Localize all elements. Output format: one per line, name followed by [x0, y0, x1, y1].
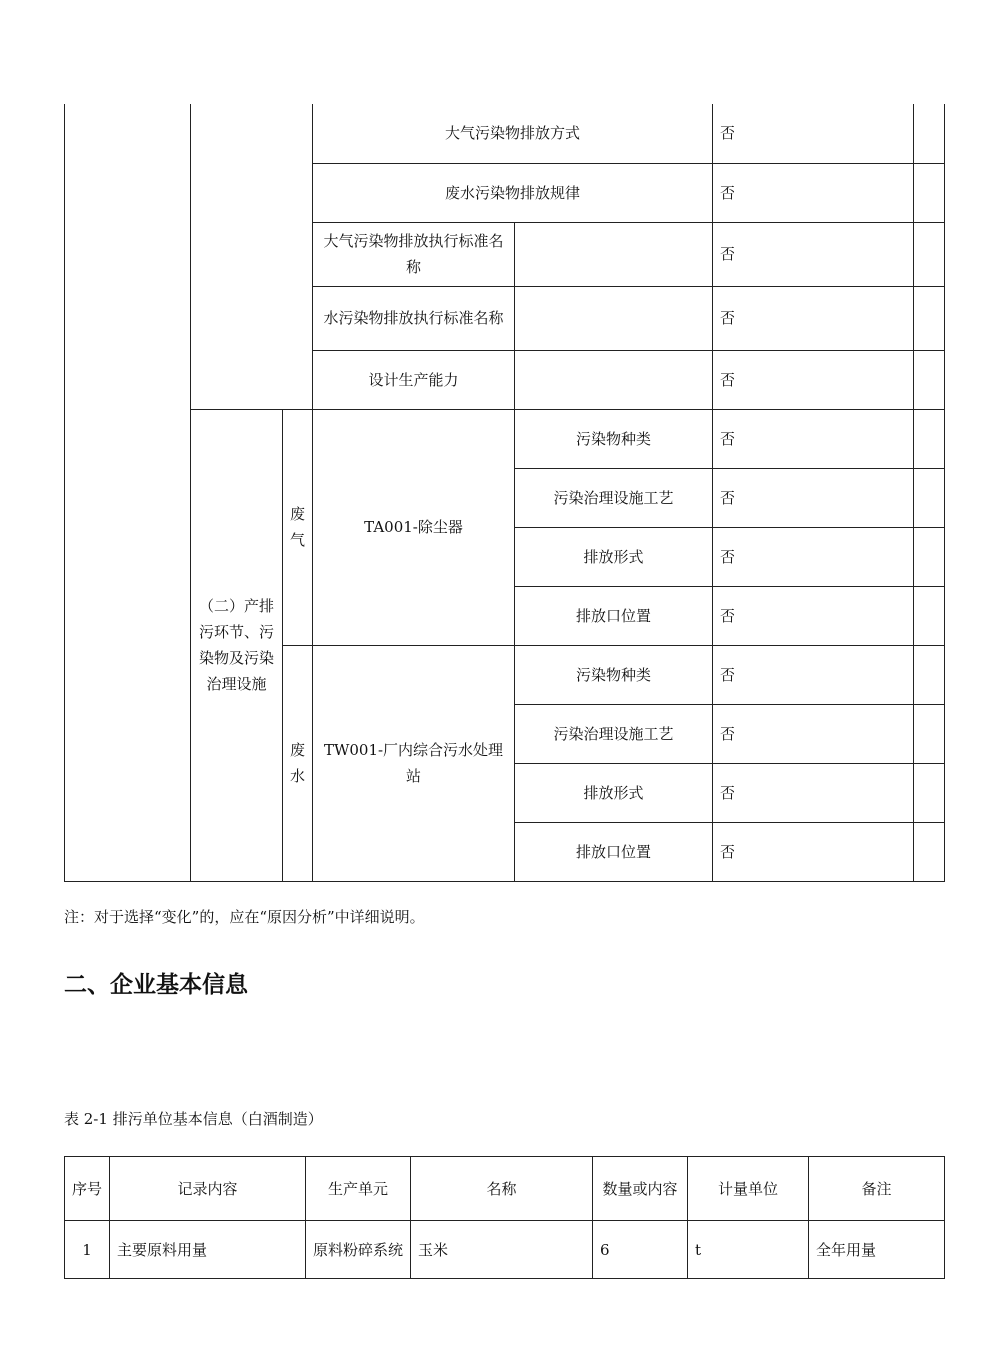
- blank-cell-left: [65, 104, 191, 881]
- data-cell: 玉米: [411, 1221, 593, 1279]
- data-cell: 全年用量: [809, 1221, 945, 1279]
- item-cell: 污染治理设施工艺: [515, 704, 713, 763]
- header-cell: 备注: [809, 1157, 945, 1221]
- header-cell: 名称: [411, 1157, 593, 1221]
- header-cell: 序号: [65, 1157, 110, 1221]
- reason-cell: [914, 222, 945, 286]
- change-cell: 否: [713, 350, 914, 409]
- item-cell: 排放口位置: [515, 586, 713, 645]
- reason-cell: [914, 350, 945, 409]
- item-cell: 污染物种类: [515, 409, 713, 468]
- header-cell: 生产单元: [306, 1157, 411, 1221]
- reason-cell: [914, 763, 945, 822]
- data-cell: 原料粉碎系统: [306, 1221, 411, 1279]
- change-cell: 否: [713, 527, 914, 586]
- reason-cell: [914, 104, 945, 163]
- change-cell: 否: [713, 822, 914, 881]
- table-caption: 表 2-1 排污单位基本信息（白酒制造）: [64, 1110, 323, 1128]
- blank-cell: [515, 350, 713, 409]
- header-cell: 记录内容: [110, 1157, 306, 1221]
- blank-cell: [515, 286, 713, 350]
- change-cell: 否: [713, 104, 914, 163]
- basic-info-table: [64, 1156, 945, 1279]
- item-cell: 排放形式: [515, 527, 713, 586]
- blank-cell: [515, 222, 713, 286]
- change-cell: 否: [713, 704, 914, 763]
- reason-cell: [914, 163, 945, 222]
- item-cell: 设计生产能力: [313, 350, 515, 409]
- change-cell: 否: [713, 586, 914, 645]
- change-table: [64, 104, 945, 882]
- item-cell: 水污染物排放执行标准名称: [313, 286, 515, 350]
- change-cell: 否: [713, 645, 914, 704]
- water-type-label: 废 水: [283, 645, 313, 881]
- reason-cell: [914, 468, 945, 527]
- data-cell: 主要原料用量: [110, 1221, 306, 1279]
- reason-cell: [914, 527, 945, 586]
- blank-cell-section1: [191, 104, 313, 409]
- change-cell: 否: [713, 409, 914, 468]
- change-cell: 否: [713, 163, 914, 222]
- item-cell: 大气污染物排放执行标准名称: [313, 222, 515, 286]
- item-cell: 废水污染物排放规律: [313, 163, 713, 222]
- data-cell: 1: [65, 1221, 110, 1279]
- data-cell: t: [688, 1221, 809, 1279]
- change-cell: 否: [713, 468, 914, 527]
- change-cell: 否: [713, 222, 914, 286]
- table-row: [65, 1221, 945, 1279]
- reason-cell: [914, 822, 945, 881]
- gas-facility: TA001-除尘器: [313, 409, 515, 645]
- item-cell: 污染物种类: [515, 645, 713, 704]
- reason-cell: [914, 704, 945, 763]
- item-cell: 排放形式: [515, 763, 713, 822]
- header-cell: 数量或内容: [593, 1157, 688, 1221]
- table-note: 注：对于选择“变化”的，应在“原因分析”中详细说明。: [64, 908, 425, 926]
- section2-label: （二）产排污环节、污染物及污染治理设施: [191, 409, 283, 881]
- change-cell: 否: [713, 286, 914, 350]
- header-cell: 计量单位: [688, 1157, 809, 1221]
- item-cell: 大气污染物排放方式: [313, 104, 713, 163]
- water-facility: TW001-厂内综合污水处理站: [313, 645, 515, 881]
- gas-type-label: 废 气: [283, 409, 313, 645]
- reason-cell: [914, 586, 945, 645]
- reason-cell: [914, 645, 945, 704]
- change-cell: 否: [713, 763, 914, 822]
- reason-cell: [914, 286, 945, 350]
- item-cell: 排放口位置: [515, 822, 713, 881]
- reason-cell: [914, 409, 945, 468]
- data-cell: 6: [593, 1221, 688, 1279]
- section-title: 二、企业基本信息: [64, 972, 248, 998]
- item-cell: 污染治理设施工艺: [515, 468, 713, 527]
